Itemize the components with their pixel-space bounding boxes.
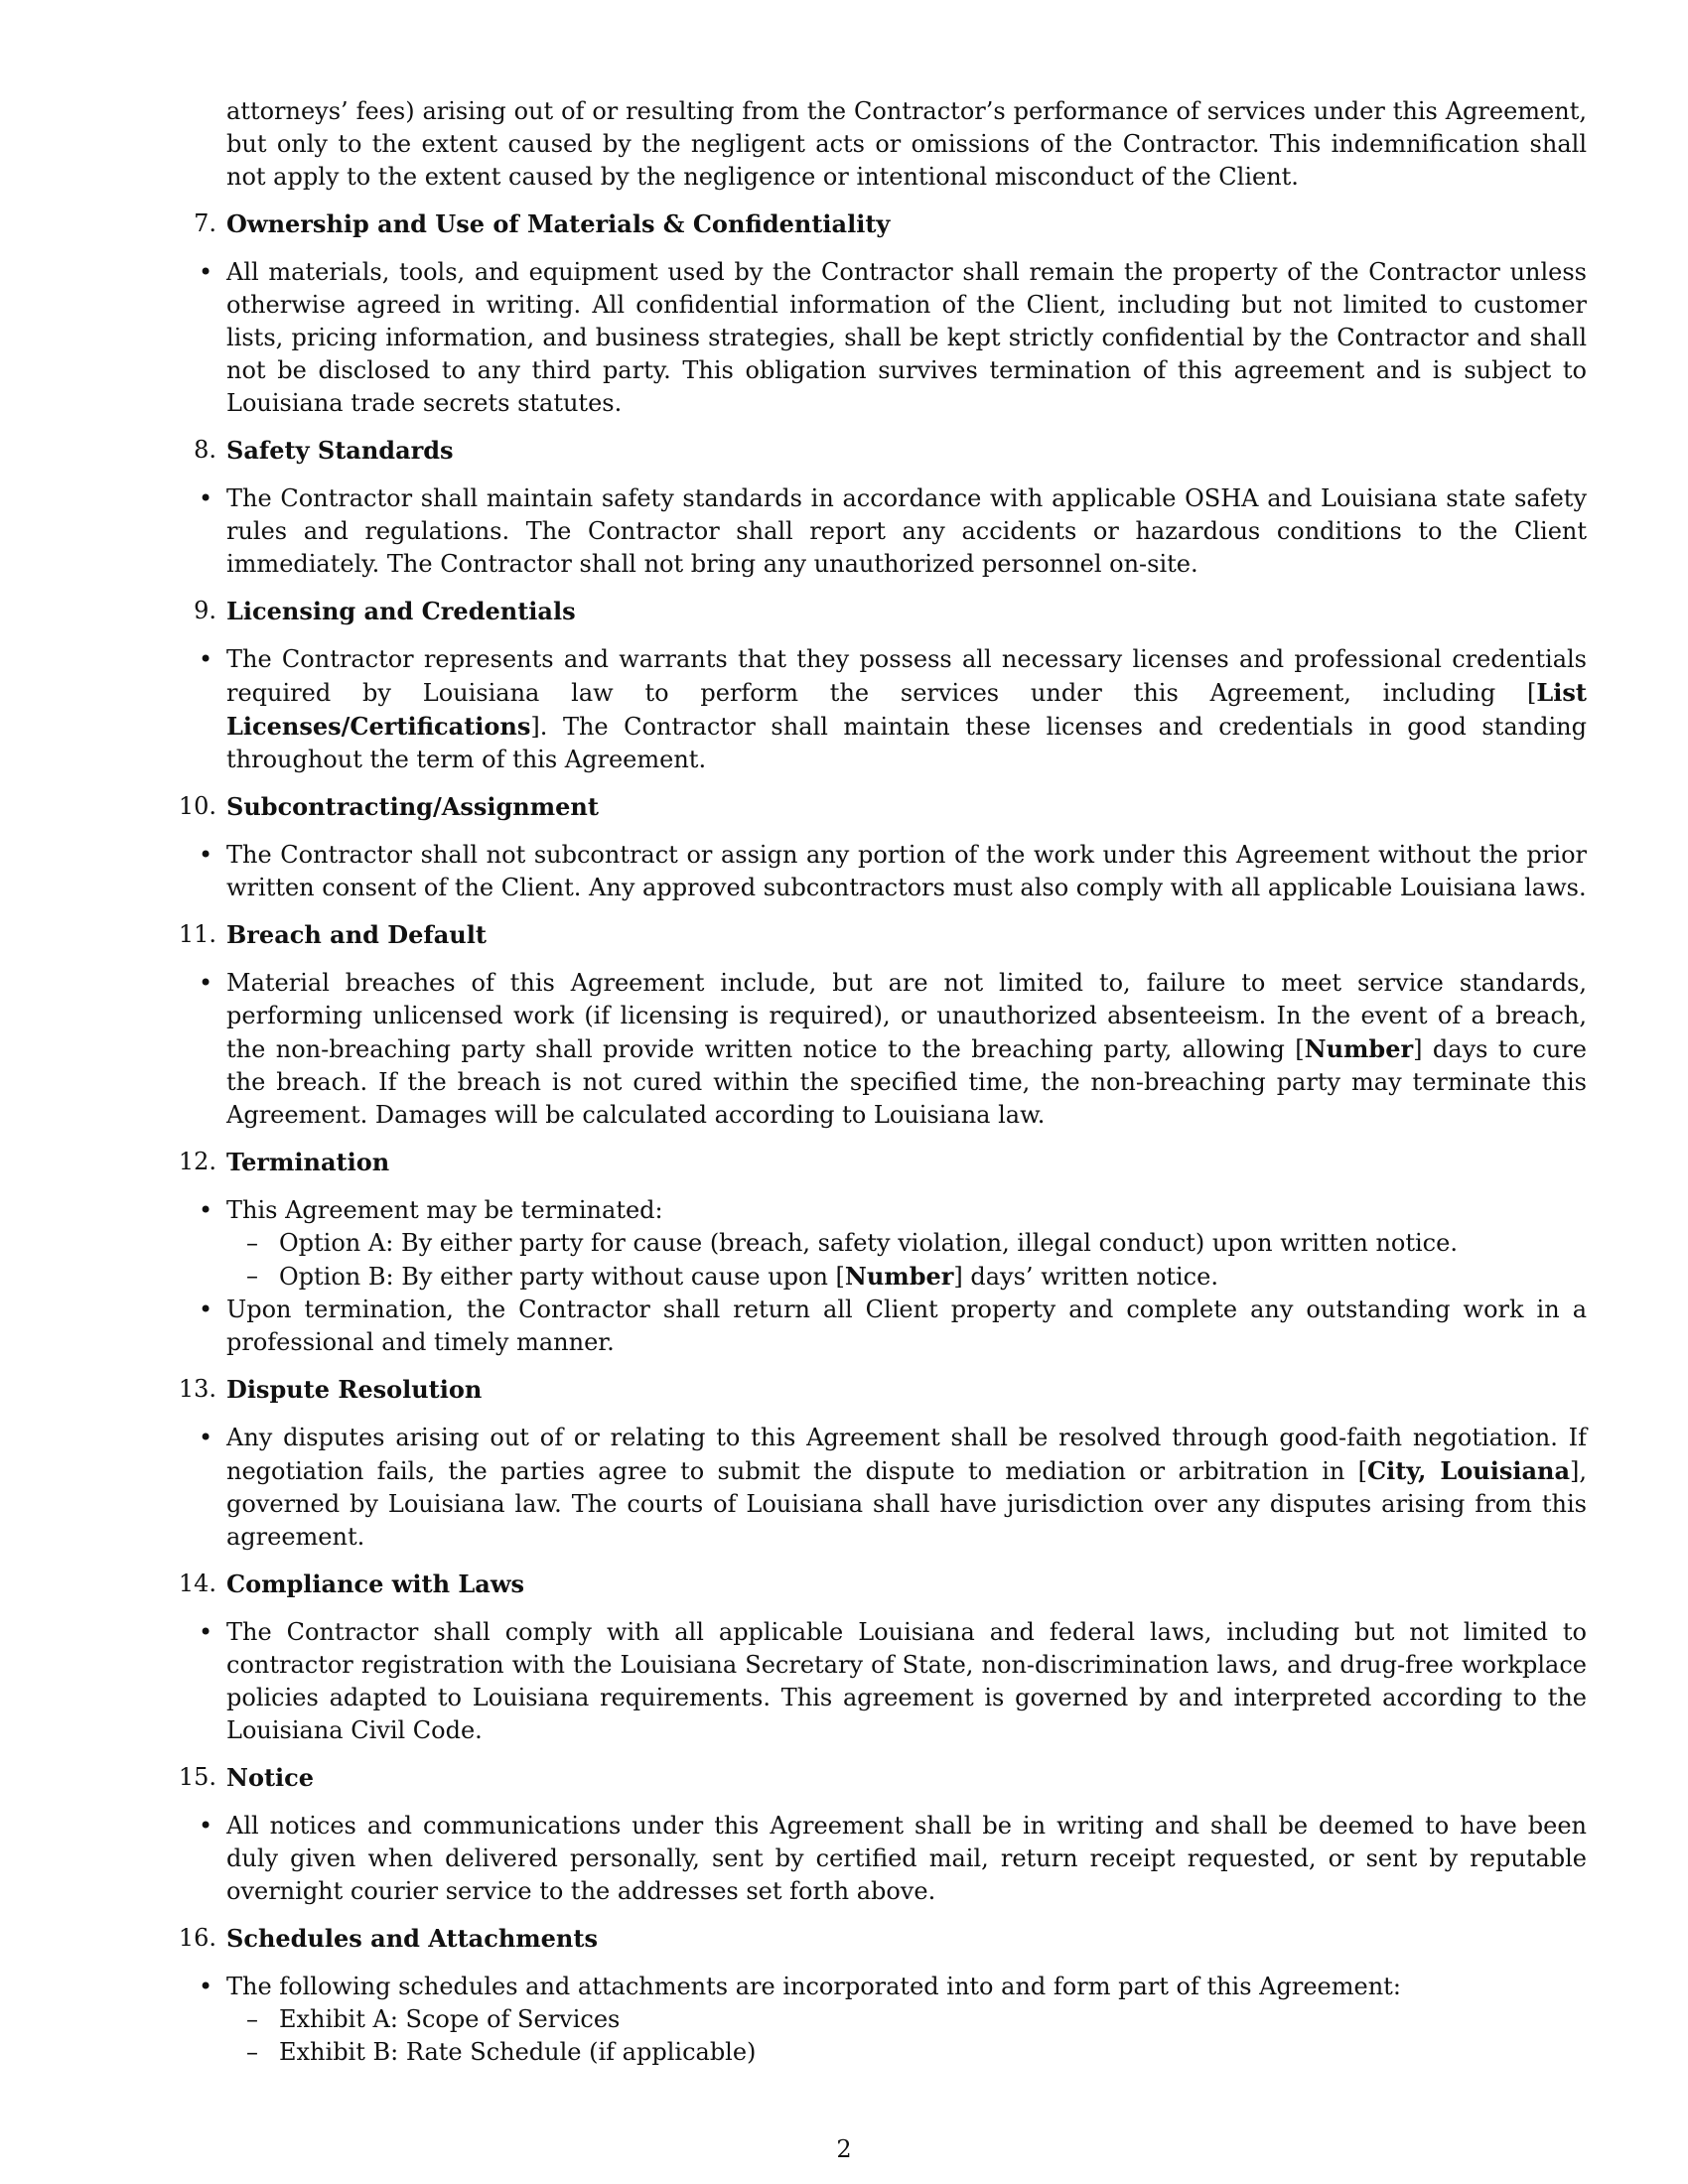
section-title: Termination — [226, 1148, 390, 1176]
section-title: Dispute Resolution — [226, 1375, 483, 1404]
list-item — [199, 1810, 1587, 1908]
intro-paragraph: attorneys’ fees) arising out of or resulting from the Contractor’s performance of services under this Agreement, but only to the extent caused by the negligent acts or omissions of the Contractor. This indemnification shall not apply to the extent caused by the negligence or intentional misconduct of the Client. — [226, 97, 1587, 191]
section-heading — [194, 207, 1587, 240]
section-16 — [178, 1922, 1587, 2069]
option-a-text: Option A: By either party for cause (breach, safety violation, illegal conduct) upon written notice. — [279, 1229, 1458, 1257]
section-8 — [194, 434, 1587, 581]
bullet-icon: • — [199, 1424, 213, 1451]
text-run: ], governed by Louisiana law. The courts of Louisiana shall have jurisdiction over any disputes arising from this agreement. — [226, 1457, 1587, 1551]
sub-list-item — [226, 1260, 1587, 1294]
page-number: 2 — [836, 2135, 852, 2163]
section-heading — [194, 595, 1587, 627]
bullet-text: All materials, tools, and equipment used by the Contractor shall remain the property of the Contractor unless otherwise agreed in writing. All confidential information of the Client, including but not limited to customer lists, pricing information, and business strategies, shall be kept strictly confidential by the Contractor and shall not be disclosed to any third party. This obligation survives termination of this agreement and is subject to Louisiana trade secrets statutes. — [226, 258, 1587, 417]
list-item — [199, 1194, 1587, 1294]
placeholder-licenses: List Licenses/Certifications — [226, 678, 1587, 741]
section-13 — [178, 1373, 1587, 1554]
bullet-icon: • — [199, 1812, 213, 1840]
placeholder-city: City, Louisiana — [1367, 1456, 1570, 1485]
section-heading — [178, 1373, 1587, 1406]
section-number: 8. — [194, 436, 216, 464]
bullet-text: The Contractor shall not subcontract or assign any portion of the work under this Agreement without the prior written consent of the Client. Any approved subcontractors must also comply with all applicable Louisiana laws. — [226, 841, 1587, 901]
list-item — [199, 967, 1588, 1132]
bullet-icon: • — [199, 1618, 213, 1646]
section-title: Breach and Default — [226, 920, 487, 949]
section-heading — [178, 918, 1587, 951]
section-11 — [178, 918, 1588, 1132]
section-heading — [178, 1761, 1587, 1794]
placeholder-number: Number — [1304, 1034, 1414, 1063]
bullet-icon: • — [199, 645, 213, 673]
text-run: ] days to cure the breach. If the breach is not cured within the specified time, the non-breaching party may terminate this Agreement. Damages will be calculated according to Louisiana law. — [226, 1035, 1588, 1129]
dash-icon: – — [246, 2005, 258, 2033]
bullet-list — [199, 1810, 1587, 1908]
bullet-icon: • — [199, 969, 213, 997]
text-run: ]. The Contractor shall maintain these licenses and credentials in good standing throughout the term of this Agreement. — [226, 713, 1587, 773]
section-number: 10. — [178, 792, 216, 820]
text-run: Option B: By either party without cause upon [ — [279, 1263, 845, 1291]
text-run: Any disputes arising out of or relating to this Agreement shall be resolved through good-faith negotiation. If negotiation fails, the parties agree to submit the dispute to mediation or arbitration in [ — [226, 1424, 1587, 1485]
section-number: 15. — [178, 1763, 216, 1791]
section-title: Notice — [226, 1763, 315, 1792]
bullet-icon: • — [199, 484, 213, 512]
bullet-list — [199, 1971, 1587, 2069]
bullet-text: The Contractor shall maintain safety standards in accordance with applicable OSHA and Louisiana state safety rules and regulations. The Contractor shall report any accidents or hazardous conditions to the Client immediately. The Contractor shall not bring any unauthorized personnel on-site. — [226, 484, 1587, 578]
list-item — [199, 1422, 1587, 1554]
bullet-list — [199, 643, 1587, 776]
section-heading — [178, 1146, 1587, 1178]
bullet-icon: • — [199, 1973, 213, 2000]
section-number: 16. — [178, 1924, 216, 1952]
sub-list-item — [226, 1227, 1587, 1260]
dash-icon: – — [246, 2038, 258, 2066]
section-number: 9. — [194, 597, 216, 624]
list-item — [199, 256, 1587, 420]
bullet-list — [199, 1194, 1587, 1359]
list-item — [199, 1294, 1587, 1359]
list-item — [199, 839, 1587, 904]
section-title: Ownership and Use of Materials & Confidentiality — [226, 209, 891, 238]
exhibit-b-text: Exhibit B: Rate Schedule (if applicable) — [279, 2038, 757, 2066]
section-9 — [194, 595, 1587, 776]
bullet-list — [199, 839, 1587, 904]
bullet-text — [226, 1422, 1587, 1554]
bullet-text — [226, 643, 1587, 776]
bullet-icon: • — [199, 841, 213, 869]
bullet-list — [199, 1422, 1587, 1554]
section-7 — [194, 207, 1587, 420]
bullet-text: Upon termination, the Contractor shall return all Client property and complete any outstanding work in a professional and timely manner. — [226, 1296, 1587, 1356]
section-number: 13. — [178, 1375, 216, 1403]
section-title: Compliance with Laws — [226, 1570, 525, 1598]
section-number: 11. — [178, 920, 216, 948]
text-run: Material breaches of this Agreement include, but are not limited to, failure to meet service standards, performing unlicensed work (if licensing is required), or unauthorized absenteeism. In the event of a breach, the non-breaching party shall provide written notice to the breaching party, allowing [ — [226, 969, 1587, 1063]
bullet-text: All notices and communications under this Agreement shall be in writing and shall be deemed to have been duly given when delivered personally, sent by certified mail, return receipt requested, or sent by reputable overnight courier service to the addresses set forth above. — [226, 1812, 1587, 1905]
placeholder-number: Number — [844, 1262, 954, 1291]
section-title: Schedules and Attachments — [226, 1924, 598, 1953]
section-title: Safety Standards — [226, 436, 454, 465]
bullet-list — [199, 967, 1588, 1132]
bullet-text: This Agreement may be terminated: — [226, 1196, 663, 1224]
list-item — [199, 1971, 1587, 2069]
text-run: The Contractor represents and warrants that they possess all necessary licenses and professional credentials required by Louisiana law to perform the services under this Agreement, including [ — [226, 645, 1587, 707]
sub-list-item — [226, 2036, 1587, 2069]
sub-list-item — [226, 2003, 1587, 2036]
section-title: Licensing and Credentials — [226, 597, 576, 625]
list-item — [199, 1616, 1587, 1747]
bullet-list — [199, 1616, 1587, 1747]
section-12 — [178, 1146, 1587, 1359]
document-body — [178, 95, 1588, 2069]
sub-list — [226, 2003, 1587, 2069]
bullet-text: The Contractor shall comply with all applicable Louisiana and federal laws, including but not limited to contractor registration with the Louisiana Secretary of State, non-discrimination laws, and drug-free workplace policies adapted to Louisiana requirements. This agreement is governed by and interpreted according to the Louisiana Civil Code. — [226, 1618, 1587, 1744]
section-15 — [178, 1761, 1587, 1908]
section-10 — [178, 790, 1587, 904]
section-14 — [178, 1568, 1587, 1747]
section-heading — [194, 434, 1587, 467]
section-heading — [178, 1568, 1587, 1600]
bullet-list — [199, 482, 1587, 581]
dash-icon: – — [246, 1229, 258, 1257]
section-heading — [178, 790, 1587, 823]
section-title: Subcontracting/Assignment — [226, 792, 599, 821]
bullet-text: The following schedules and attachments are incorporated into and form part of this Agreement: — [226, 1973, 1401, 2000]
section-number: 14. — [178, 1570, 216, 1597]
dash-icon: – — [246, 1262, 258, 1290]
section-number: 7. — [194, 209, 216, 237]
list-item — [199, 643, 1587, 776]
bullet-icon: • — [199, 1296, 213, 1323]
section-number: 12. — [178, 1148, 216, 1175]
list-item — [199, 482, 1587, 581]
sub-list — [226, 1227, 1587, 1294]
bullet-list — [199, 256, 1587, 420]
bullet-icon: • — [199, 1196, 213, 1224]
exhibit-a-text: Exhibit A: Scope of Services — [279, 2005, 621, 2033]
bullet-icon: • — [199, 258, 213, 286]
text-run: ] days’ written notice. — [953, 1263, 1218, 1291]
section-heading — [178, 1922, 1587, 1955]
bullet-text — [226, 967, 1587, 1132]
